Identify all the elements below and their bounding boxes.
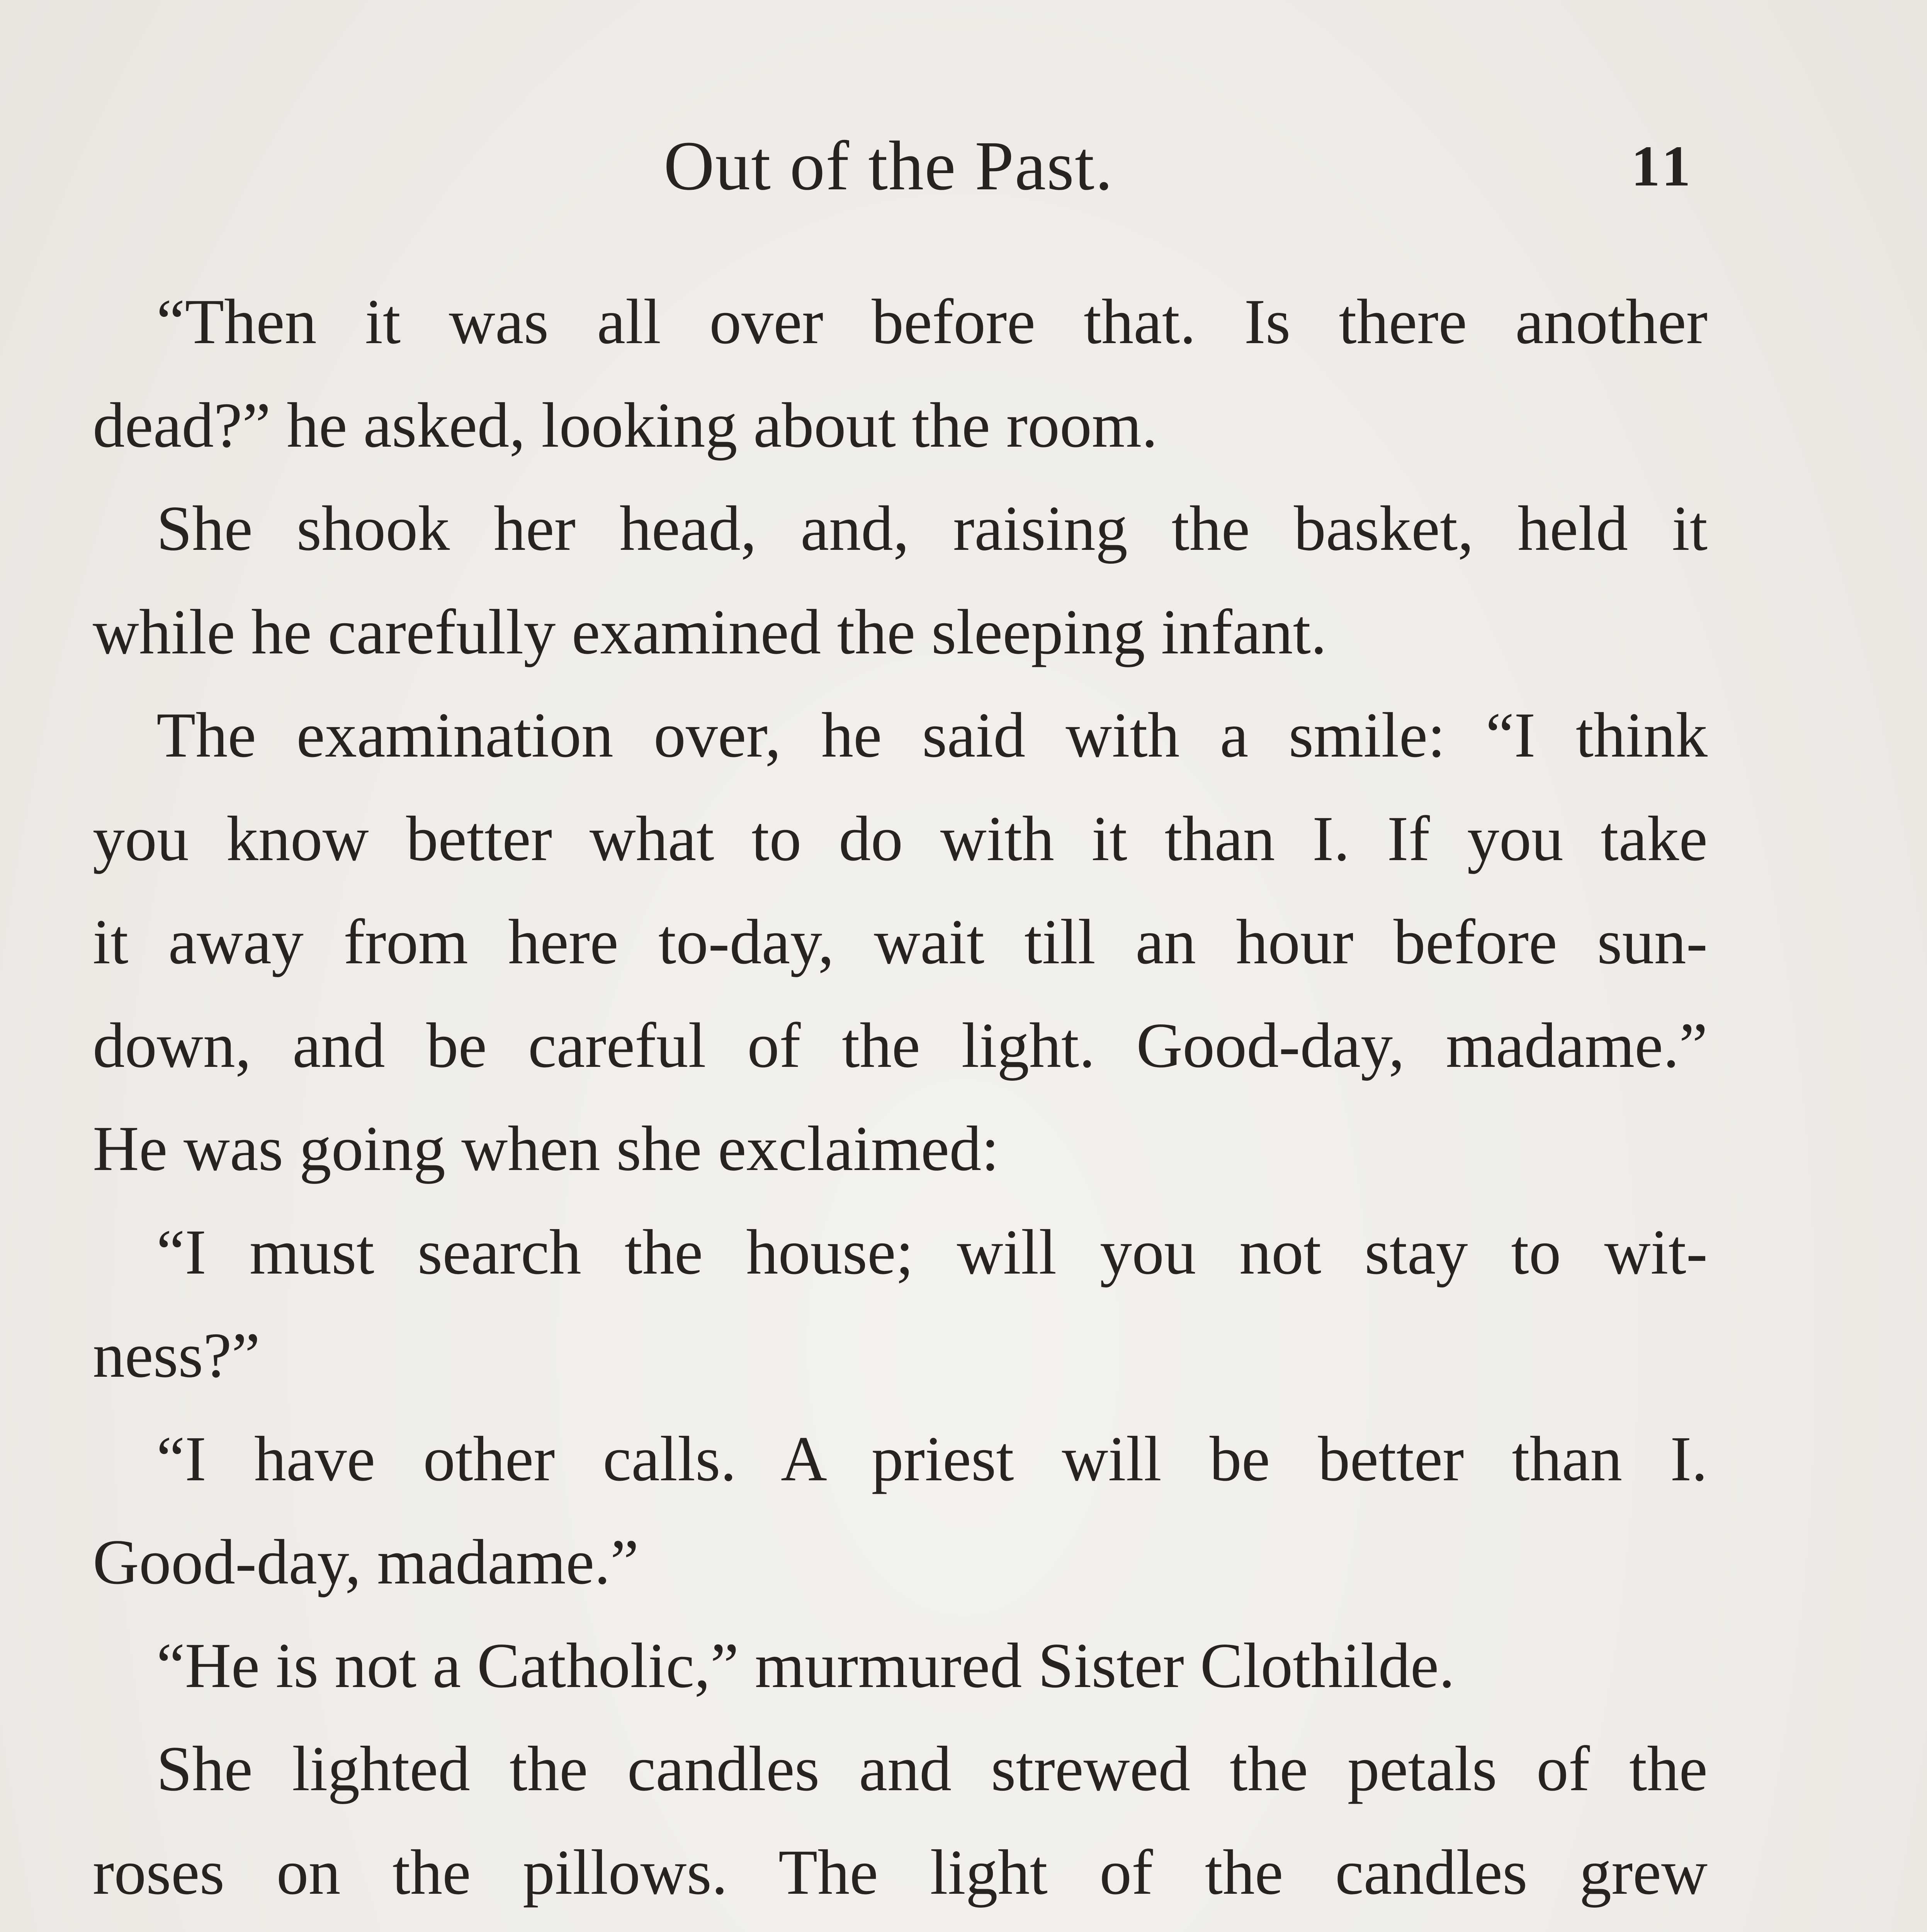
running-title: Out of the Past.: [663, 127, 1114, 205]
text-line: She lighted the candles and strewed the petals of the: [156, 1733, 1708, 1804]
text-line: “He is not a Catholic,” murmured Sister Clothilde.: [156, 1630, 1455, 1701]
running-head: [0, 116, 1927, 232]
page-number: 11: [1631, 134, 1695, 198]
text-line: He was going when she exclaimed:: [93, 1113, 999, 1184]
text-line: ness?”: [93, 1320, 260, 1391]
text-line: while he carefully examined the sleeping infant.: [93, 596, 1327, 667]
text-line: The examination over, he said with a smile: “I think: [156, 699, 1708, 770]
text-line: “Then it was all over before that. Is there another: [156, 286, 1708, 357]
text-line: you know better what to do with it than I. If you take: [93, 803, 1708, 874]
text-line: it away from here to-day, wait till an hour before sun-: [93, 906, 1708, 977]
text-line: “I must search the house; will you not stay to wit-: [156, 1216, 1708, 1287]
text-line: “I have other calls. A priest will be better than I.: [156, 1423, 1708, 1494]
text-line: She shook her head, and, raising the basket, held it: [156, 493, 1708, 564]
text-line: dead?” he asked, looking about the room.: [93, 389, 1158, 461]
text-line: roses on the pillows. The light of the candles grew: [93, 1837, 1708, 1908]
text-line: down, and be careful of the light. Good-day, madame.”: [93, 1010, 1708, 1081]
text-line: Good-day, madame.”: [93, 1526, 639, 1597]
text-line: [93, 1924, 1708, 1932]
